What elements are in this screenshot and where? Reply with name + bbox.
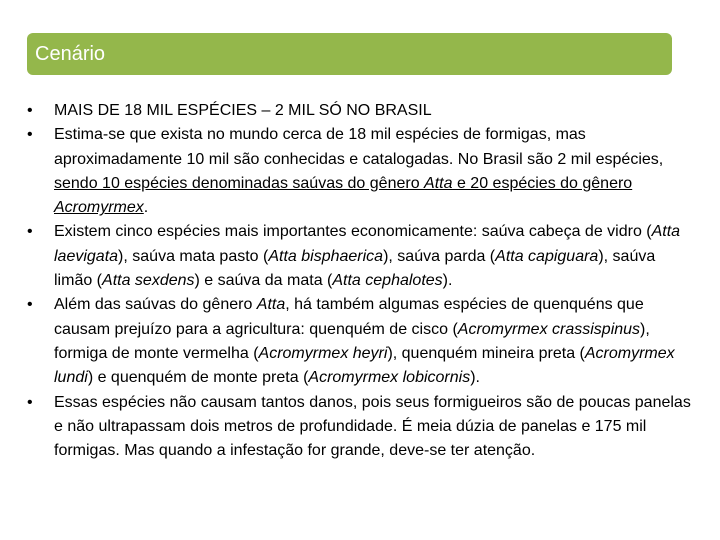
bullet-text-segment: ). — [442, 272, 453, 290]
bullet-marker: • — [27, 393, 33, 411]
bullet-text-segment: Estima-se que exista no mundo cerca de 18 mil espécies de formigas, mas aproximadamente 10 mil são conhecidas e catalogadas. No Brasil são 2 mil espécies, — [54, 126, 664, 168]
bullet-text-segment: Atta — [424, 174, 453, 192]
bullet-text-segment: ), saúva limão ( — [54, 247, 656, 290]
bullet-text-segment: Atta laevigata — [54, 223, 681, 265]
bullet-text-segment: ) e saúva da mata ( — [194, 272, 333, 290]
bullet-item — [27, 293, 692, 390]
bullet-item — [27, 391, 692, 464]
bullet-text-segment: Essas espécies não causam tantos danos, pois seus formigueiros são de poucas panelas e não ultrapassam dois metros de profundidade. É meia dúzia de panelas e 175 mil formigas. Mas quando a infestação for grande, deve-se ter atenção. — [54, 393, 691, 460]
bullet-marker: • — [27, 126, 33, 144]
bullet-text-segment: Acromyrmex heyri — [258, 344, 388, 362]
bullet-marker: • — [27, 102, 33, 119]
bullet-text-segment: sendo 10 espécies denominadas saúvas do gênero — [54, 174, 425, 192]
bullet-item — [27, 220, 692, 293]
bullet-text-segment: . — [143, 199, 149, 217]
bullet-marker: • — [27, 223, 33, 241]
bullet-text-segment: Atta sexdens — [102, 272, 195, 290]
bullet-text-segment: Além das saúvas do gênero — [54, 296, 257, 314]
bullet-text-segment: ) e quenquém de monte preta ( — [87, 369, 309, 387]
bullet-text-segment: ), formiga de monte vermelha ( — [54, 320, 650, 362]
bullet-text-segment: ), saúva mata pasto ( — [118, 247, 269, 265]
bullet-text-segment: Acromyrmex crassispinus — [457, 320, 641, 338]
bullet-text-segment: Acromyrmex lundi — [54, 344, 675, 387]
bullet-item — [27, 99, 692, 123]
bullet-text-segment: ), saúva parda ( — [383, 247, 496, 265]
bullet-text-segment: Acromyrmex lobicornis — [308, 369, 471, 387]
bullet-text-segment: MAIS DE 18 MIL ESPÉCIES – 2 MIL SÓ NO BRASIL — [54, 102, 432, 119]
bullet-text-segment: e 20 espécies do gênero — [452, 174, 633, 192]
bullet-text-segment: Existem cinco espécies mais importantes economicamente: saúva cabeça de vidro ( — [54, 223, 652, 241]
bullet-item — [27, 123, 692, 220]
bullet-text-segment: Acromyrmex — [54, 199, 144, 217]
bullet-text-segment: ), quenquém mineira preta ( — [387, 344, 585, 362]
bullet-text-segment: Atta cephalotes — [332, 272, 443, 290]
bullet-text-segment: Atta — [256, 296, 286, 314]
bullet-text-segment: ). — [470, 369, 480, 387]
bullet-text-segment: , há também algumas espécies de quenquéns que causam prejuízo para a agricultura: quenquém de cisco ( — [54, 296, 644, 338]
bullet-text-segment: Atta capiguara — [495, 247, 599, 265]
slide-title-bar — [27, 33, 672, 75]
bullet-text-segment: Atta bisphaerica — [268, 247, 384, 265]
bullet-marker: • — [27, 296, 33, 314]
bullet-list — [27, 99, 692, 463]
slide-title: Cenário — [35, 42, 106, 65]
